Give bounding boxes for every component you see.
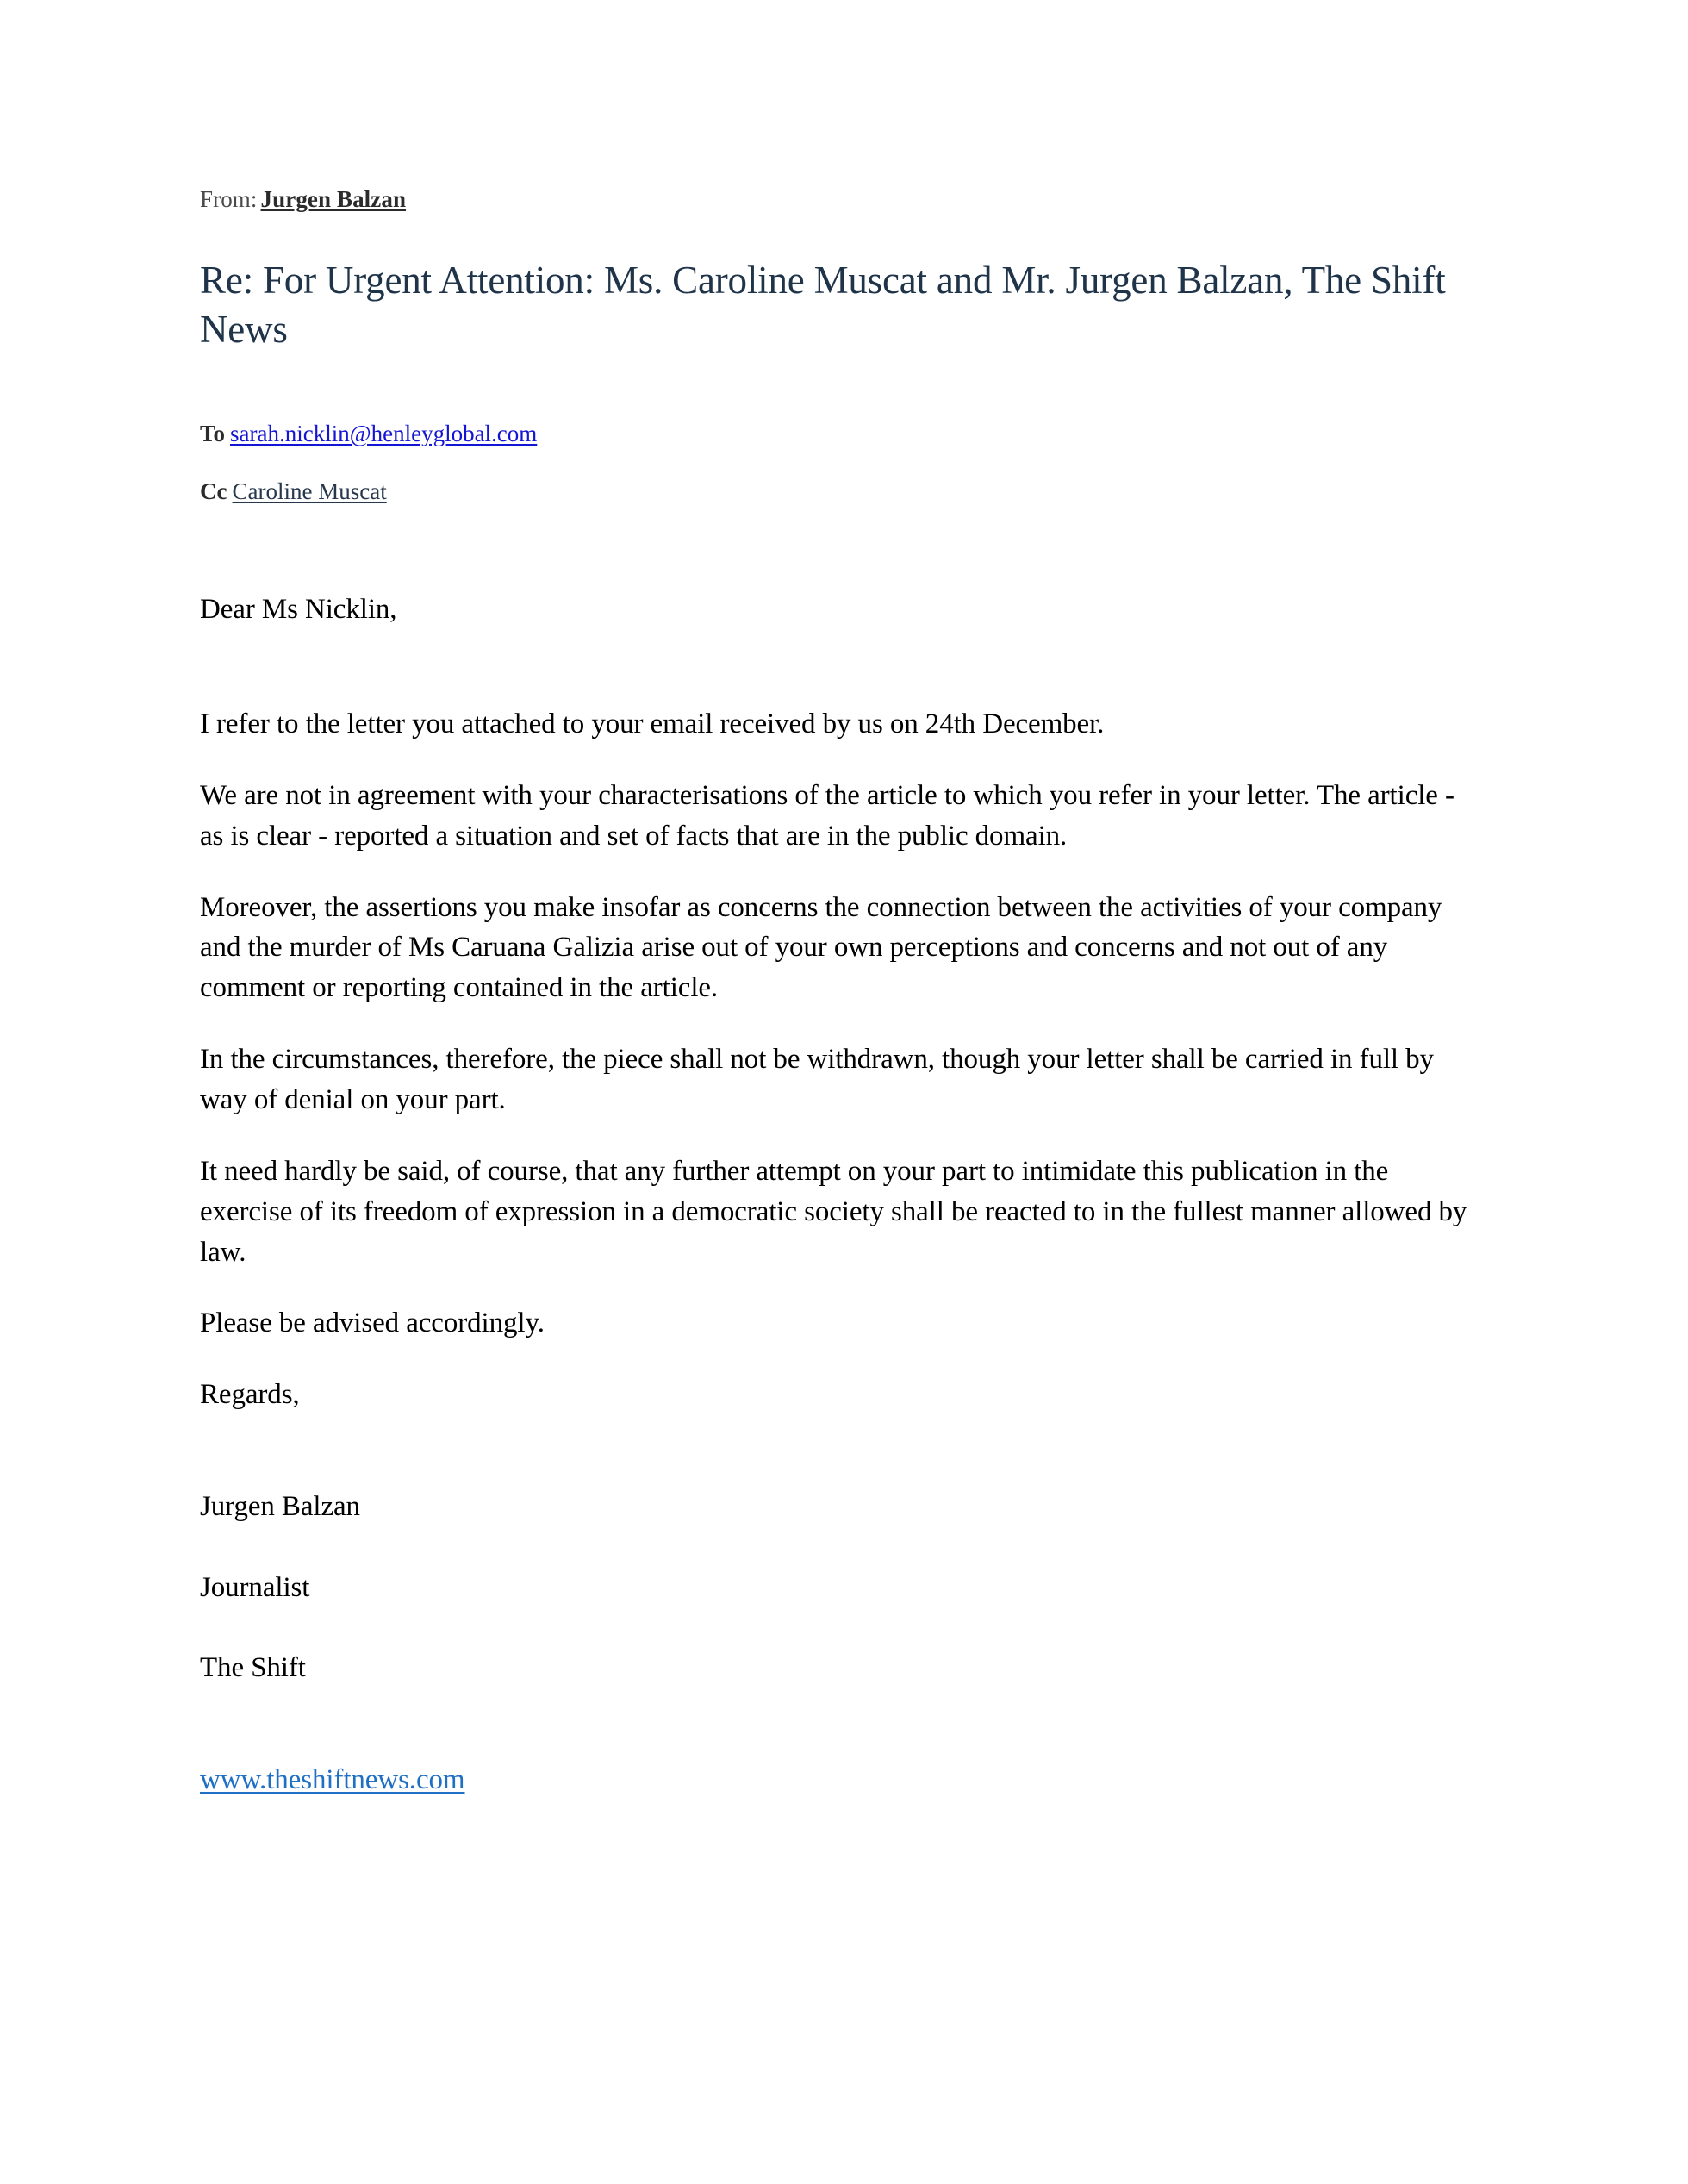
to-label: To [200,420,226,446]
paragraph-1: I refer to the letter you attached to your email received by us on 24th December. [200,708,1105,739]
paragraph-6: Please be advised accordingly. [200,1307,545,1339]
paragraph-3: Moreover, the assertions you make insofar as concerns the connection between the activities of your company and the murder of Ms Caruana Galizia arise out of your own perceptions and concerns and not out of any comment or reporting contained in the article. [200,891,1442,1004]
paragraph-5: It need hardly be said, of course, that any further attempt on your part to intimidate this publication in the exercise of its freedom of expression in a democratic society shall be reacted to in the fullest manner allowed by law. [200,1155,1467,1268]
website-line [200,1760,1486,1800]
closing-regards: Regards, [200,1379,300,1411]
website-link[interactable]: www.theshiftnews.com [200,1764,465,1796]
document-content [200,185,1486,1800]
signature-name: Jurgen Balzan [200,1491,360,1523]
to-email-link[interactable]: sarah.nicklin@henleyglobal.com [230,420,538,446]
signature-organisation: The Shift [200,1652,306,1684]
letter-body [200,590,1486,1800]
paragraph-4: In the circumstances, therefore, the piece shall not be withdrawn, though your letter shall be carried in full by way of denial on your part. [200,1044,1434,1115]
from-sender-name[interactable]: Jurgen Balzan [260,186,407,212]
from-line [200,185,1486,215]
signature-role: Journalist [200,1571,310,1603]
recipients-block [200,419,1486,507]
salutation: Dear Ms Nicklin, [200,594,397,626]
from-label: From: [200,186,258,212]
email-subject: Re: For Urgent Attention: Ms. Caroline Muscat and Mr. Jurgen Balzan, The Shift News [200,258,1446,352]
signature-block [200,1446,1486,1729]
to-row [200,419,1486,449]
cc-recipient-link[interactable]: Caroline Muscat [232,478,387,505]
cc-label: Cc [200,478,227,505]
paragraph-2: We are not in agreement with your characterisations of the article to which you refer in your letter. The article - as is clear - reported a situation and set of facts that are in the public domain. [200,779,1454,852]
cc-row [200,477,1486,507]
